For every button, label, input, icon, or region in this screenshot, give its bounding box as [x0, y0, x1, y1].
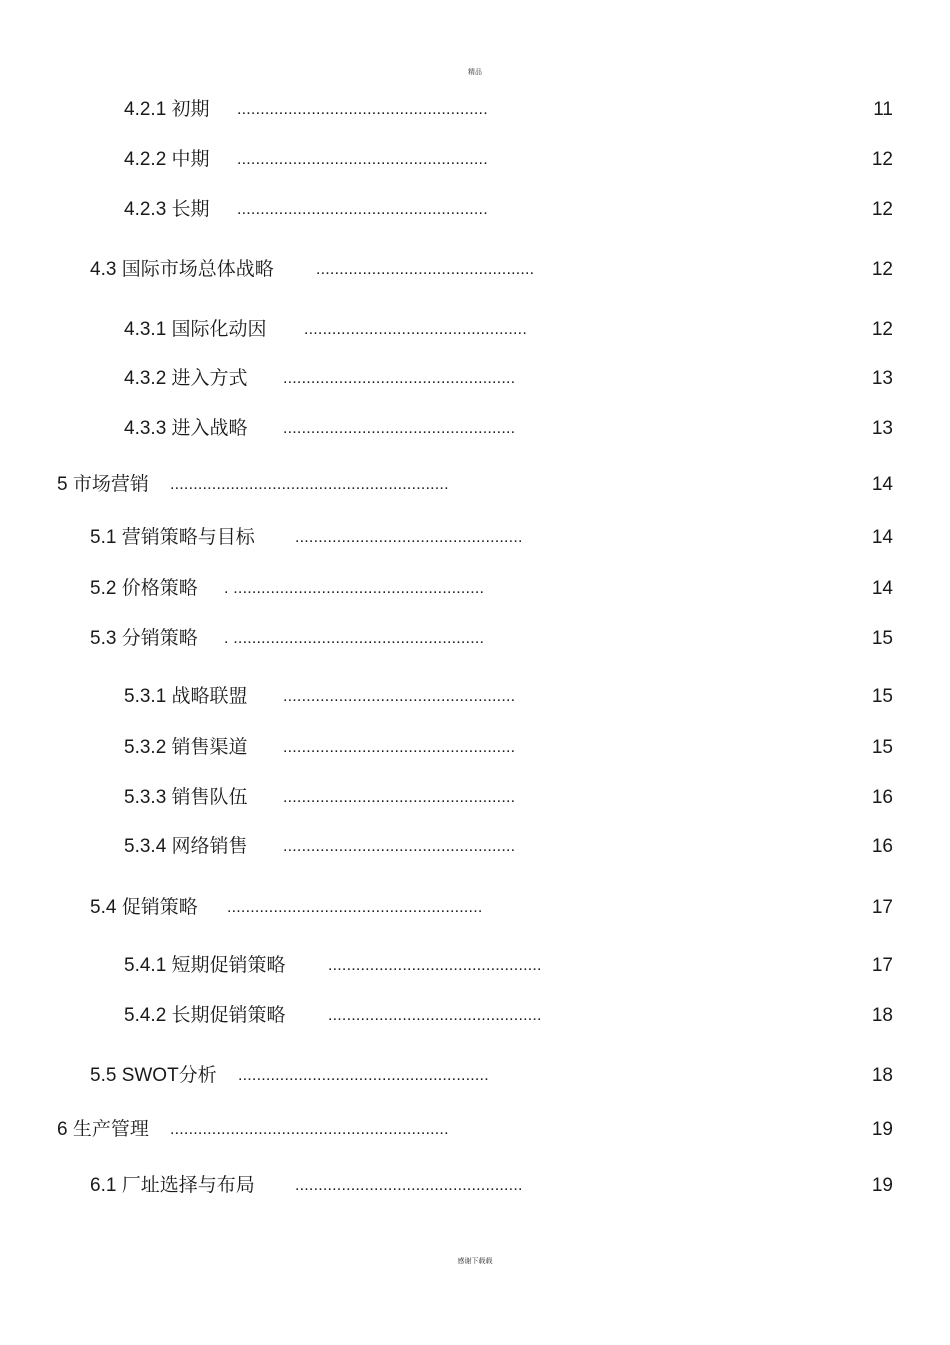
- toc-entry-page: 16: [871, 836, 893, 857]
- toc-entry-leader: . ......................................................: [224, 580, 485, 597]
- toc-entry-leader: ..................................................: [283, 370, 516, 387]
- toc-entry-page: 13: [871, 368, 893, 389]
- toc-entry-leader: ......................................................: [237, 201, 488, 218]
- toc-entry-page: 12: [871, 199, 893, 220]
- toc-entry[interactable]: [57, 472, 893, 498]
- toc-entry-leader: ..................................................: [283, 688, 516, 705]
- toc-entry-page: 15: [871, 628, 893, 649]
- toc-entry[interactable]: [124, 735, 893, 761]
- toc-entry[interactable]: [90, 1173, 893, 1199]
- toc-entry-label: 4.3.3 进入战略: [124, 418, 248, 439]
- toc-entry-page: 12: [871, 149, 893, 170]
- toc-entry-label: 5.5 SWOT分析: [90, 1065, 217, 1086]
- toc-entry-label: 4.3.2 进入方式: [124, 368, 248, 389]
- toc-entry-page: 18: [871, 1005, 893, 1026]
- toc-entry-page: 11: [873, 99, 893, 120]
- toc-entry-leader: ..................................................: [283, 739, 516, 756]
- toc-entry-leader: . ......................................................: [224, 630, 485, 647]
- toc-entry-page: 16: [871, 787, 893, 808]
- toc-entry-page: 12: [871, 319, 893, 340]
- toc-entry-page: 14: [871, 527, 893, 548]
- toc-entry[interactable]: [124, 317, 893, 343]
- toc-entry-label: 5.1 营销策略与目标: [90, 527, 255, 548]
- toc-entry-label: 5.2 价格策略: [90, 578, 198, 599]
- toc-entry-leader: ............................................................: [170, 1121, 449, 1138]
- toc-entry[interactable]: [124, 834, 893, 860]
- toc-entry-label: 4.2.3 长期: [124, 199, 210, 220]
- toc-entry-label: 6.1 厂址选择与布局: [90, 1175, 255, 1196]
- toc-entry-label: 5.3.2 销售渠道: [124, 737, 248, 758]
- toc-entry-leader: ...............................................: [316, 261, 535, 278]
- toc-entry-page: 15: [871, 737, 893, 758]
- toc-entry-label: 5 市场营销: [57, 474, 149, 495]
- toc-entry-leader: ......................................................: [237, 151, 488, 168]
- toc-entry-label: 4.2.2 中期: [124, 149, 210, 170]
- toc-entry-label: 4.3 国际市场总体战略: [90, 259, 274, 280]
- toc-entry-leader: ................................................: [304, 321, 527, 338]
- toc-entry[interactable]: [124, 1003, 893, 1029]
- toc-entry[interactable]: [90, 1063, 893, 1089]
- toc-entry[interactable]: [90, 626, 893, 652]
- toc-entry[interactable]: [124, 416, 893, 442]
- toc-entry-label: 5.4.1 短期促销策略: [124, 955, 286, 976]
- toc-entry[interactable]: [124, 684, 893, 710]
- toc-entry-leader: ..............................................: [328, 957, 542, 974]
- toc-entry-leader: ..............................................: [328, 1007, 542, 1024]
- toc-entry-leader: ..................................................: [283, 838, 516, 855]
- toc-entry[interactable]: [90, 895, 893, 921]
- toc-entry[interactable]: [124, 953, 893, 979]
- header-note: 精品: [468, 68, 482, 76]
- toc-entry-label: 5.4 促销策略: [90, 897, 198, 918]
- toc-entry-page: 14: [871, 578, 893, 599]
- toc-entry[interactable]: [124, 197, 893, 223]
- toc-entry[interactable]: [90, 257, 893, 283]
- toc-entry-label: 5.3.4 网络销售: [124, 836, 248, 857]
- toc-entry-label: 5.3.3 销售队伍: [124, 787, 248, 808]
- toc-entry-leader: ..................................................: [283, 420, 516, 437]
- toc-entry-leader: ......................................................: [238, 1067, 489, 1084]
- footer-note: 感谢下载载: [457, 1257, 493, 1265]
- toc-entry-page: 19: [871, 1119, 893, 1140]
- toc-entry[interactable]: [90, 576, 893, 602]
- toc-entry-page: 17: [871, 897, 893, 918]
- toc-entry-label: 4.2.1 初期: [124, 99, 210, 120]
- toc-entry-page: 19: [871, 1175, 893, 1196]
- toc-entry-leader: .................................................: [295, 1177, 523, 1194]
- toc-entry-page: 12: [871, 259, 893, 280]
- toc-entry-label: 5.4.2 长期促销策略: [124, 1005, 286, 1026]
- toc-entry-leader: .......................................................: [227, 899, 483, 916]
- toc-entry-label: 5.3 分销策略: [90, 628, 198, 649]
- toc-entry-page: 14: [871, 474, 893, 495]
- toc-entry-page: 13: [871, 418, 893, 439]
- toc-entry-leader: ............................................................: [170, 476, 449, 493]
- toc-entry[interactable]: [90, 525, 893, 551]
- toc-entry-label: 5.3.1 战略联盟: [124, 686, 248, 707]
- toc-entry[interactable]: [124, 97, 893, 123]
- toc-entry[interactable]: [124, 366, 893, 392]
- toc-entry[interactable]: [124, 785, 893, 811]
- toc-entry[interactable]: [124, 147, 893, 173]
- toc-entry[interactable]: [57, 1117, 893, 1143]
- toc-entry-leader: ..................................................: [283, 789, 516, 806]
- toc-entry-page: 17: [871, 955, 893, 976]
- toc-entry-leader: ......................................................: [237, 101, 488, 118]
- toc-entry-label: 6 生产管理: [57, 1119, 149, 1140]
- toc-entry-page: 15: [871, 686, 893, 707]
- toc-entry-page: 18: [871, 1065, 893, 1086]
- toc-entry-leader: .................................................: [295, 529, 523, 546]
- toc-entry-label: 4.3.1 国际化动因: [124, 319, 267, 340]
